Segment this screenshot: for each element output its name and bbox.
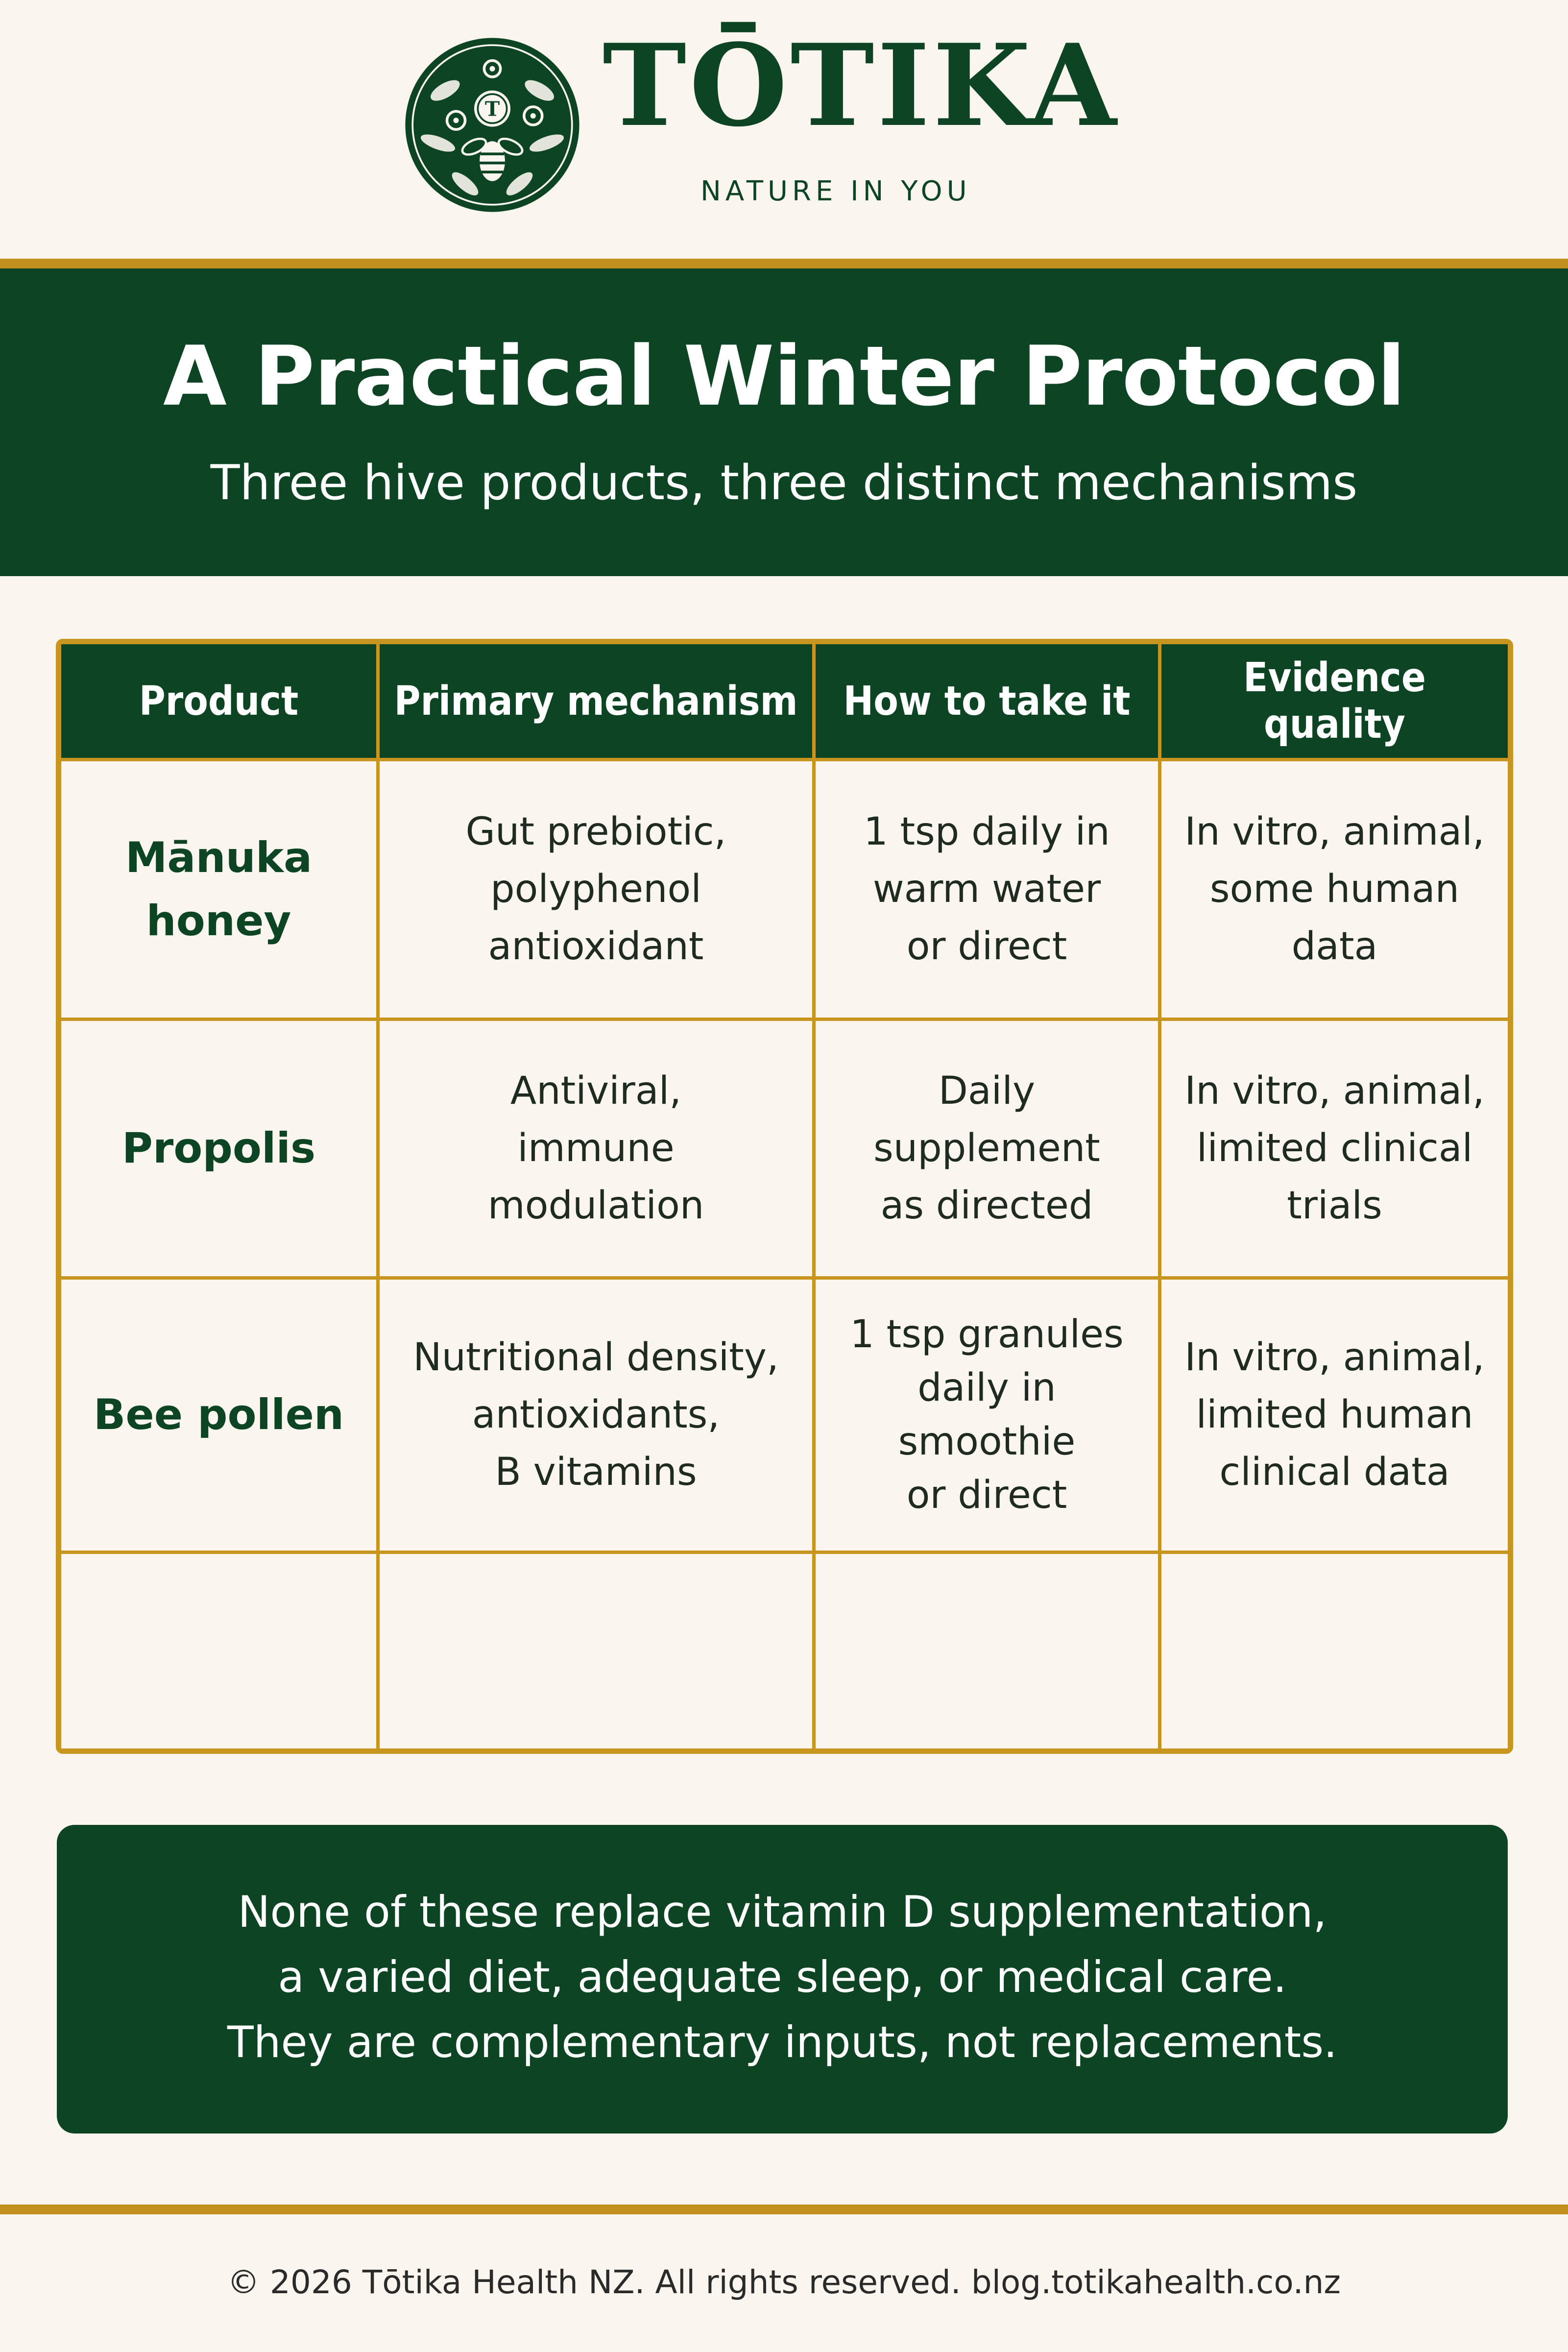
product-cell: Mānuka honey [60,760,378,1019]
emblem-letter: T [484,97,500,121]
cell-line: clinical data [1219,1450,1450,1494]
header [0,0,1568,260]
brand-tagline: NATURE IN YOU [700,175,971,207]
cell-line: modulation [487,1184,704,1228]
cell-line: B vitamins [495,1450,697,1494]
table-row [60,1278,1510,1552]
title-banner [0,268,1568,576]
how-cell [814,760,1160,1019]
protocol-table [58,641,1511,1752]
note-line: They are complementary inputs, not replacements. [227,2017,1338,2067]
product-cell: Propolis [60,1019,378,1278]
cell-line: as directed [880,1184,1093,1228]
evidence-cell [1160,1019,1510,1278]
evidence-cell [1160,1278,1510,1552]
table-header-row [60,643,1510,760]
page-title: A Practical Winter Protocol [163,328,1405,424]
cell-line: 1 tsp daily in [864,810,1110,854]
header-product: Product [60,643,378,760]
cell-line: Gut prebiotic, [465,810,726,854]
evidence-cell [1160,760,1510,1019]
cell-line: limited human [1196,1393,1473,1437]
cell-line: antioxidant [488,924,704,969]
cell-line: daily in [917,1366,1056,1410]
cell-line: smoothie [898,1419,1076,1464]
bottom-divider [0,2205,1568,2214]
cell-line: 1 tsp granules [850,1312,1124,1357]
top-divider [0,259,1568,268]
table-row [60,760,1510,1019]
cell-line: some human data [1209,867,1460,969]
cell-line: In vitro, animal, [1184,1335,1485,1380]
cell-line: polyphenol [490,867,701,911]
how-cell [814,1278,1160,1552]
empty-cell [378,1552,814,1750]
cell-line: trials [1287,1184,1382,1228]
footer-copyright: © 2026 Tōtika Health NZ. All rights reserved. blog.totikahealth.co.nz [227,2263,1341,2301]
header-mechanism: Primary mechanism [378,643,814,760]
page-subtitle: Three hive products, three distinct mechanisms [210,455,1358,511]
cell-line: supplement [873,1126,1100,1170]
brand-name: TŌTIKA [603,20,1120,152]
cell-line: antioxidants, [472,1393,720,1437]
note-line: a varied diet, adequate sleep, or medical care. [278,1952,1287,2002]
cell-line: In vitro, animal, [1184,1069,1485,1113]
cell-line: Antiviral, [510,1069,682,1113]
product-cell: Bee pollen [60,1278,378,1552]
table-row [60,1019,1510,1278]
cell-line: Daily [938,1069,1036,1113]
cell-line: warm water [872,867,1101,911]
cell-line: or direct [906,1473,1067,1517]
cell-line: limited clinical [1196,1126,1473,1170]
empty-cell [814,1552,1160,1750]
mechanism-cell [378,760,814,1019]
cell-line: Nutritional density, [413,1335,779,1380]
header-evidence: Evidence quality [1160,643,1510,760]
header-how-to-take: How to take it [814,643,1160,760]
floral-bee-emblem-icon [402,34,583,216]
cell-line: or direct [906,924,1067,969]
empty-cell [1160,1552,1510,1750]
disclaimer-note [57,1825,1508,2134]
mechanism-cell [378,1278,814,1552]
empty-table-row [60,1552,1510,1750]
mechanism-cell [378,1019,814,1278]
how-cell [814,1019,1160,1278]
note-line: None of these replace vitamin D supplementation, [238,1887,1327,1937]
empty-cell [60,1552,378,1750]
cell-line: immune [517,1126,675,1170]
cell-line: In vitro, animal, [1184,810,1485,854]
